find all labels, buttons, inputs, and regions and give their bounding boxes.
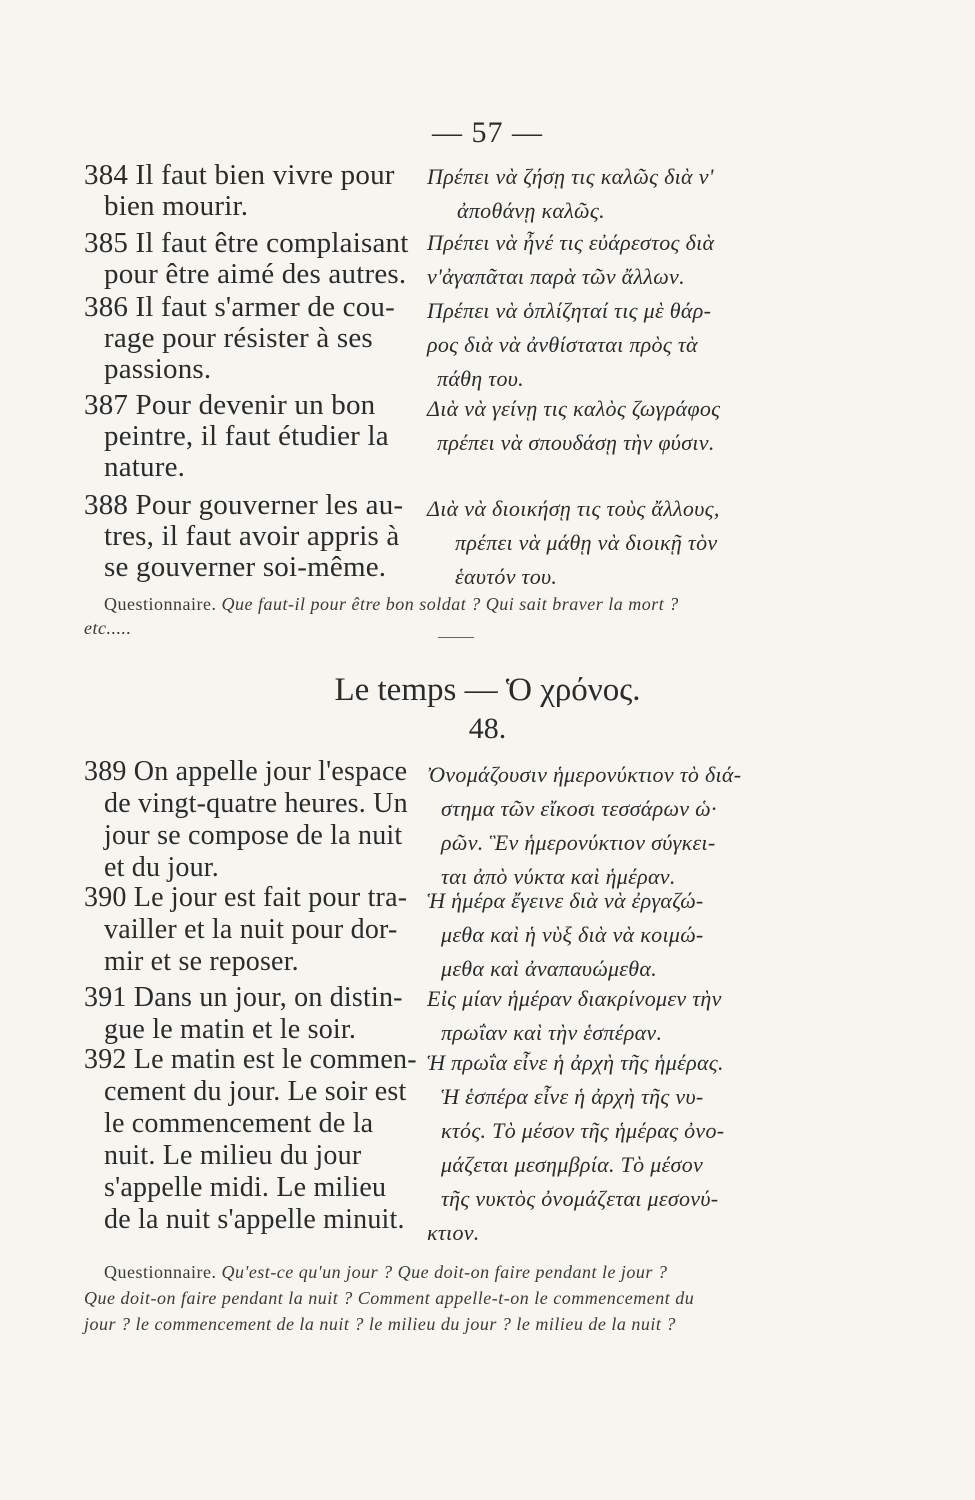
greek-text-388	[427, 492, 772, 594]
text-line: στημα τῶν εἴκοσι τεσσάρων ὡ·	[441, 796, 717, 821]
greek-text-385	[427, 226, 772, 294]
text-line: ρος διὰ νὰ ἀνθίσταται πρὸς τὰ	[427, 332, 698, 357]
text-line: et du jour.	[104, 852, 219, 883]
french-text-389	[84, 756, 408, 884]
text-line: κτιον.	[427, 1220, 480, 1245]
greek-text-392	[427, 1046, 772, 1250]
questionnaire-label: Questionnaire.	[104, 594, 217, 614]
page-number: — 57 —	[432, 116, 543, 149]
section-number: 48.	[468, 712, 507, 745]
questionnaire-label: Questionnaire.	[104, 1262, 217, 1282]
text-line: 386 Il faut s'armer de cou-	[84, 291, 395, 323]
text-line: peintre, il faut étudier la	[104, 420, 389, 452]
text-line: 387 Pour devenir un bon	[84, 389, 376, 421]
text-line: tres, il faut avoir appris à	[104, 520, 400, 552]
questionnaire-2-line-2	[84, 1288, 694, 1309]
text-line: se gouverner soi-même.	[104, 551, 387, 583]
text-line: ρῶν. Ἓν ἡμερονύκτιον σύγκει-	[441, 830, 716, 855]
text-line: 388 Pour gouverner les au-	[84, 489, 404, 521]
text-line: cement du jour. Le soir est	[104, 1076, 407, 1107]
text-line: mir et se reposer.	[104, 946, 299, 977]
text-line: Διὰ νὰ γείνῃ τις καλὸς ζωγράφος	[427, 396, 721, 421]
text-line: 385 Il faut être complaisant	[84, 227, 409, 259]
text-line: πρέπει νὰ σπουδάσῃ τὴν φύσιν.	[437, 430, 715, 455]
questionnaire-questions: Que doit-on faire pendant la nuit ? Comment appelle-t-on le commencement du	[84, 1288, 695, 1308]
questionnaire-questions: Qu'est-ce qu'un jour ? Que doit-on faire pendant le jour ?	[221, 1262, 668, 1282]
text-line: 384 Il faut bien vivre pour	[84, 159, 395, 191]
text-line: le commencement de la	[104, 1108, 374, 1139]
text-line: 391 Dans un jour, on distin-	[84, 982, 403, 1013]
text-line: nuit. Le milieu du jour	[104, 1140, 362, 1171]
text-line: Πρέπει νὰ ἦνέ τις εὐάρεστος διὰ	[427, 230, 715, 255]
text-line: μεθα καὶ ἀναπαυώμεθα.	[441, 956, 658, 981]
greek-text-389	[427, 758, 772, 894]
questionnaire-2-line-3	[84, 1314, 676, 1335]
text-line: nature.	[104, 451, 186, 483]
questionnaire-line	[104, 594, 804, 615]
section-title: Le temps — Ὁ χρόνος.	[334, 672, 641, 708]
text-line: Ὀνομάζουσιν ἡμερονύκτιον τὸ διά-	[427, 762, 742, 787]
french-text-392	[84, 1044, 417, 1236]
text-line: μεθα καὶ ἡ νὺξ διὰ νὰ κοιμώ-	[441, 922, 704, 947]
text-line: ἀποθάνῃ καλῶς.	[457, 198, 605, 223]
text-line: Ἡ ἡμέρα ἔγεινε διὰ νὰ ἐργαζώ-	[427, 888, 704, 913]
questionnaire-2	[104, 1262, 667, 1283]
text-line: 392 Le matin est le commen-	[84, 1044, 417, 1075]
greek-text-386	[427, 294, 772, 396]
section-divider	[438, 637, 474, 638]
text-line: ται ἀπὸ νύκτα καὶ ἡμέραν.	[441, 864, 676, 889]
text-line: passions.	[104, 353, 212, 385]
text-line: jour se compose de la nuit	[104, 820, 403, 851]
text-line: Ἡ πρωΐα εἶνε ἡ ἀρχὴ τῆς ἡμέρας.	[427, 1050, 724, 1075]
questionnaire-questions: jour ? le commencement de la nuit ? le milieu du jour ? le milieu de la nuit ?	[84, 1314, 676, 1334]
greek-text-387	[427, 392, 772, 460]
french-text-391	[84, 982, 402, 1046]
french-text-386	[84, 292, 402, 385]
text-line: κτός. Τὸ μέσον τῆς ἡμέρας ὀνο-	[441, 1118, 725, 1143]
text-line: s'appelle midi. Le milieu	[104, 1172, 387, 1203]
text-line: τῆς νυκτὸς ὀνομάζεται μεσονύ-	[441, 1186, 719, 1211]
text-line: πάθη του.	[437, 366, 524, 391]
questionnaire-etc: etc.....	[84, 618, 132, 638]
text-line: Πρέπει νὰ ζήσῃ τις καλῶς διὰ ν'	[427, 164, 714, 189]
text-line: Εἰς μίαν ἡμέραν διακρίνομεν τὴν	[427, 986, 722, 1011]
text-line: 389 On appelle jour l'espace	[84, 756, 408, 787]
french-text-387	[84, 390, 402, 483]
text-line: rage pour résister à ses	[104, 322, 373, 354]
text-line: de la nuit s'appelle minuit.	[104, 1204, 405, 1235]
greek-text-384	[427, 160, 772, 228]
text-line: ν'ἀγαπᾶται παρὰ τῶν ἄλλων.	[427, 264, 685, 289]
french-text-384	[84, 160, 402, 222]
text-line: bien mourir.	[104, 190, 249, 222]
french-text-388	[84, 490, 402, 583]
text-line: pour être aimé des autres.	[104, 258, 407, 290]
french-text-390	[84, 882, 408, 978]
questionnaire-questions: Que faut-il pour être bon soldat ? Qui sait braver la mort ?	[221, 594, 679, 614]
questionnaire-1-etc	[84, 618, 131, 639]
french-text-385	[84, 227, 409, 290]
text-line: gue le matin et le soir.	[104, 1014, 357, 1045]
text-line: de vingt-quatre heures. Un	[104, 788, 408, 819]
text-line: πρέπει νὰ μάθῃ νὰ διοικῇ τὸν	[455, 530, 718, 555]
text-line: Πρέπει νὰ ὁπλίζηταί τις μὲ θάρ-	[427, 298, 712, 323]
text-line: 390 Le jour est fait pour tra-	[84, 882, 408, 913]
text-line: πρωΐαν καὶ τὴν ἑσπέραν.	[441, 1020, 663, 1045]
text-line: vailler et la nuit pour dor-	[104, 914, 398, 945]
questionnaire-1	[104, 594, 804, 615]
text-line: Ἡ ἑσπέρα εἶνε ἡ ἀρχὴ τῆς νυ-	[441, 1084, 704, 1109]
text-line: Διὰ νὰ διοικήσῃ τις τοὺς ἄλλους,	[427, 496, 720, 521]
text-line: ἑαυτόν του.	[455, 564, 558, 589]
text-line: μάζεται μεσημβρία. Τὸ μέσον	[441, 1152, 704, 1177]
greek-text-391	[427, 982, 772, 1050]
greek-text-390	[427, 884, 772, 986]
